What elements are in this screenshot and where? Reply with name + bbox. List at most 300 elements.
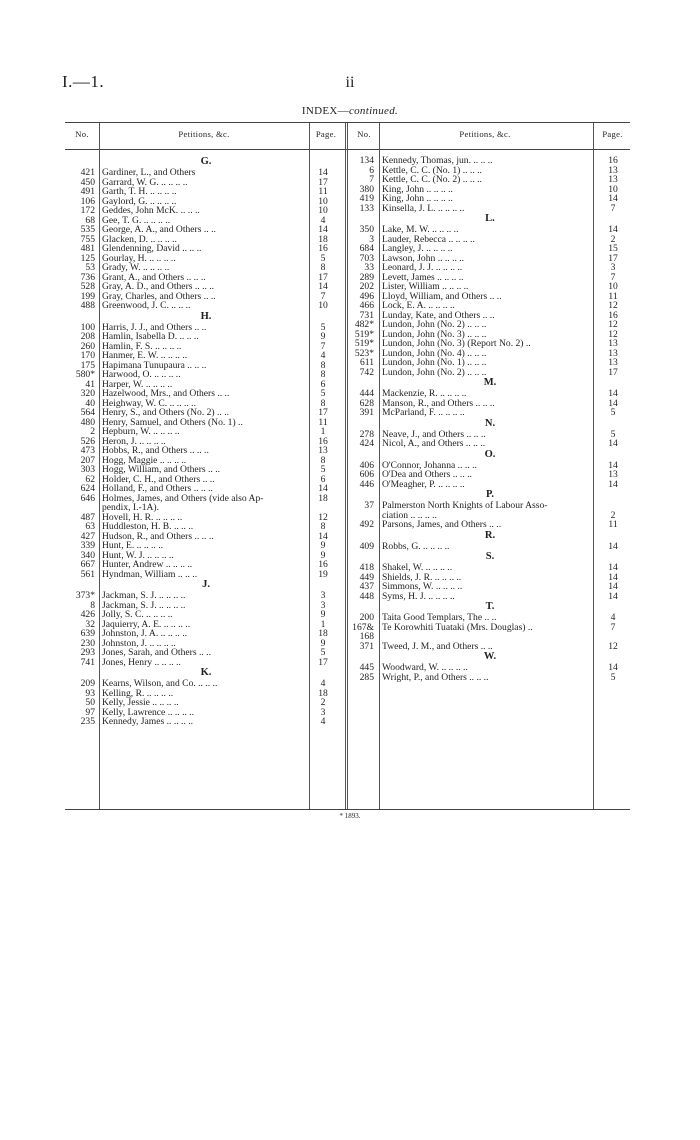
entry-page: 14 bbox=[318, 530, 328, 542]
entry-name: Shakel, W. .. .. .. .. bbox=[382, 563, 453, 573]
index-entry-row bbox=[350, 263, 630, 273]
index-entry-row bbox=[65, 648, 347, 658]
index-entry-row bbox=[65, 254, 347, 264]
index-entry-row bbox=[350, 320, 630, 330]
entry-page: 7 bbox=[320, 340, 326, 352]
entry-number: 449 bbox=[359, 571, 374, 583]
index-entry-row bbox=[65, 273, 347, 283]
entry-name: Greenwood, J. C. .. .. .. bbox=[102, 301, 191, 311]
entry-page: 13 bbox=[608, 357, 618, 368]
entry-page: 14 bbox=[608, 388, 618, 399]
entry-name: Hanmer, E. W. .. .. .. .. bbox=[102, 351, 188, 361]
entry-page: 9 bbox=[320, 331, 326, 342]
entry-number: 134 bbox=[359, 155, 374, 166]
entry-name: O'Connor, Johanna .. .. .. bbox=[382, 460, 477, 470]
entry-name: Hazelwood, Mrs., and Others .. .. bbox=[102, 389, 230, 399]
entry-number: 373* bbox=[75, 590, 95, 601]
entry-page: 3 bbox=[610, 262, 616, 273]
entry-name: Gourlay, H. .. .. .. .. bbox=[102, 253, 176, 263]
entry-page: 9 bbox=[320, 609, 326, 620]
entry-page: 10 bbox=[318, 195, 328, 207]
index-entry-row bbox=[350, 663, 630, 673]
index-entry-row bbox=[65, 418, 347, 428]
entry-number: 481 bbox=[80, 243, 95, 254]
entry-number: 2 bbox=[90, 426, 95, 437]
entry-name: Palmerston North Knights of Labour Asso- bbox=[382, 501, 548, 511]
entry-number: 606 bbox=[359, 469, 374, 480]
entry-name: Hyndman, William .. .. .. bbox=[102, 569, 198, 579]
entry-number: 427 bbox=[80, 530, 95, 542]
entry-page: 13 bbox=[608, 174, 618, 185]
entry-page: 7 bbox=[610, 202, 616, 214]
entry-number: 492 bbox=[359, 519, 374, 530]
index-entry-row bbox=[350, 292, 630, 302]
entry-page: 16 bbox=[608, 309, 618, 321]
entry-number: 303 bbox=[80, 464, 95, 475]
entry-page: 11 bbox=[318, 186, 328, 197]
entry-name: Holland, F., and Others .. .. .. bbox=[102, 484, 213, 494]
entry-number: 50 bbox=[85, 697, 95, 708]
entry-name: Jackman, S. J. .. .. .. .. bbox=[102, 591, 186, 601]
entry-name: Lundon, John (No. 3) .. .. .. bbox=[382, 329, 487, 339]
entry-number: 419 bbox=[359, 193, 374, 204]
entry-page: 17 bbox=[318, 176, 328, 188]
entry-name: Kelly, Jessie .. .. .. .. bbox=[102, 698, 179, 708]
index-entry-row bbox=[350, 282, 630, 292]
entry-number: 6 bbox=[369, 164, 374, 176]
entry-page: 14 bbox=[608, 571, 618, 583]
entry-name: Kettle, C. C. (No. 2) .. .. .. bbox=[382, 175, 482, 185]
index-entry-row bbox=[65, 551, 347, 561]
entry-page: 17 bbox=[608, 252, 618, 264]
index-entry-row bbox=[65, 323, 347, 333]
entry-name: Jackman, S. J. .. .. .. .. bbox=[102, 600, 186, 610]
entry-page: 9 bbox=[320, 637, 326, 649]
entry-number: 448 bbox=[359, 590, 374, 602]
entry-page: 7 bbox=[610, 271, 616, 283]
entry-page: 9 bbox=[320, 540, 326, 551]
entry-name: Shields, J. R. .. .. .. .. bbox=[382, 572, 462, 582]
index-entry-row bbox=[65, 197, 347, 207]
entry-name: Hudson, R., and Others .. .. .. bbox=[102, 531, 214, 541]
entry-name: Huddleston, H. B. .. .. .. bbox=[102, 522, 194, 532]
entry-number: 350 bbox=[359, 224, 374, 235]
entry-name: Wright, P., and Others .. .. .. bbox=[382, 672, 489, 682]
index-entry-row bbox=[350, 358, 630, 368]
index-entry-row bbox=[65, 620, 347, 630]
entry-number: 741 bbox=[80, 656, 95, 668]
entry-number: 580* bbox=[75, 369, 95, 380]
entry-number: 535 bbox=[80, 224, 95, 235]
index-entry-row bbox=[65, 522, 347, 532]
index-title-main: INDEX— bbox=[301, 105, 349, 117]
index-entry-row bbox=[350, 166, 630, 176]
entry-number: 731 bbox=[359, 309, 374, 321]
entry-name: Kelly, Lawrence .. .. .. .. bbox=[102, 707, 195, 717]
index-entry-row bbox=[65, 351, 347, 361]
entry-name: King, John .. .. .. .. bbox=[382, 184, 453, 194]
entry-name: Heighway, W. C. .. .. .. .. bbox=[102, 398, 196, 408]
index-entry-row bbox=[65, 494, 347, 504]
entry-number: 424 bbox=[359, 438, 374, 449]
entry-page: 10 bbox=[608, 281, 618, 292]
entry-page: 2 bbox=[610, 233, 616, 245]
entry-name: Robbs, G. .. .. .. .. bbox=[382, 541, 450, 551]
entry-name: Hovell, H. R. .. .. .. .. bbox=[102, 512, 183, 522]
entry-page: 3 bbox=[320, 706, 326, 718]
entry-number: 487 bbox=[80, 511, 95, 523]
index-entry-row bbox=[350, 592, 630, 602]
entry-page: 19 bbox=[318, 568, 328, 580]
entry-number: 33 bbox=[364, 262, 374, 273]
entry-page: 16 bbox=[608, 155, 618, 166]
entry-page: 14 bbox=[608, 662, 618, 673]
entry-name: Mackenzie, R. .. .. .. .. bbox=[382, 389, 467, 399]
entry-number: 200 bbox=[359, 612, 374, 623]
entry-number: 496 bbox=[359, 290, 374, 302]
section-letter-heading: S. bbox=[485, 551, 495, 562]
entry-name: Kennedy, Thomas, jun. .. .. .. bbox=[382, 156, 493, 166]
index-entry-row bbox=[350, 225, 630, 235]
entry-page: 14 bbox=[608, 193, 618, 204]
section-letter-heading: J. bbox=[202, 579, 210, 590]
entry-page: 10 bbox=[318, 205, 328, 216]
entry-page: 5 bbox=[320, 321, 326, 333]
index-entry-row bbox=[65, 658, 347, 668]
entry-page: 13 bbox=[318, 445, 328, 456]
entry-name: Kinsella, J. L. .. .. .. .. bbox=[382, 203, 465, 213]
entry-name: O'Meagher, P. .. .. .. .. bbox=[382, 479, 465, 489]
section-letter-heading: M. bbox=[483, 377, 497, 388]
entry-name: Langley, J. .. .. .. .. bbox=[382, 244, 453, 254]
entry-name: Hapimana Tunupaura .. .. .. bbox=[102, 360, 207, 370]
entry-number: 37 bbox=[364, 500, 374, 511]
index-entry-row bbox=[350, 349, 630, 359]
index-entry-row bbox=[65, 187, 347, 197]
index-entry-row bbox=[350, 573, 630, 583]
entry-name: Levett, James .. .. .. .. bbox=[382, 272, 464, 282]
entry-page: 14 bbox=[608, 540, 618, 552]
entry-name: Te Korowhiti Tuataki (Mrs. Douglas) .. bbox=[382, 622, 533, 632]
index-entry-row bbox=[350, 301, 630, 311]
entry-page: 14 bbox=[608, 224, 618, 235]
entry-page: 10 bbox=[318, 300, 328, 311]
entry-number: 340 bbox=[80, 549, 95, 561]
index-entry-row bbox=[350, 156, 630, 166]
entry-number: 285 bbox=[359, 671, 374, 683]
entry-name: Gray, A. D., and Others .. .. .. bbox=[102, 282, 215, 292]
entry-name: Kennedy, James .. .. .. .. bbox=[102, 717, 194, 727]
index-entry-row bbox=[65, 178, 347, 188]
entry-number: 523* bbox=[354, 347, 374, 359]
index-entry-row bbox=[65, 301, 347, 311]
entry-page: 4 bbox=[610, 612, 616, 623]
entry-number: 7 bbox=[369, 174, 374, 185]
entry-page: 5 bbox=[610, 428, 616, 440]
entry-number: 168 bbox=[359, 631, 374, 642]
entry-number: 406 bbox=[359, 459, 374, 471]
entry-name: Hunter, Andrew .. .. .. .. bbox=[102, 560, 193, 570]
entry-number: 646 bbox=[80, 492, 95, 504]
index-entry-row bbox=[350, 673, 630, 683]
entry-number: 53 bbox=[85, 262, 95, 273]
index-entry-row bbox=[65, 484, 347, 494]
index-entry-row bbox=[65, 361, 347, 371]
entry-number: 207 bbox=[80, 454, 95, 466]
entry-number: 446 bbox=[359, 478, 374, 490]
entry-number: 667 bbox=[80, 559, 95, 570]
entry-number: 68 bbox=[85, 214, 95, 226]
entry-name: Lundon, John (No. 2) .. .. .. bbox=[382, 320, 487, 330]
entry-page: 7 bbox=[610, 621, 616, 633]
entry-number: 421 bbox=[80, 167, 95, 178]
index-entry-row bbox=[65, 717, 347, 727]
entry-page: 3 bbox=[320, 590, 326, 601]
entry-number: 684 bbox=[359, 243, 374, 254]
entry-name: pendix, I.-1A). bbox=[102, 503, 160, 513]
index-entry-row bbox=[350, 408, 630, 418]
index-entry-row bbox=[65, 532, 347, 542]
entry-page: 16 bbox=[318, 243, 328, 254]
entry-page: 8 bbox=[320, 359, 326, 371]
index-entry-row bbox=[65, 216, 347, 226]
entry-number: 93 bbox=[85, 687, 95, 699]
entry-page: 8 bbox=[320, 397, 326, 409]
index-table bbox=[65, 122, 630, 810]
entry-name: Grady, W. .. .. .. .. bbox=[102, 263, 170, 273]
entry-number: 40 bbox=[85, 397, 95, 409]
index-entry-row bbox=[65, 399, 347, 409]
index-entry-row bbox=[65, 560, 347, 570]
entry-name: Henry, Samuel, and Others (No. 1) .. bbox=[102, 417, 243, 427]
index-entry-row bbox=[65, 168, 347, 178]
entry-name: Glendenning, David .. .. .. bbox=[102, 244, 202, 254]
entry-page: 3 bbox=[320, 599, 326, 611]
section-letter-heading: O. bbox=[484, 448, 496, 460]
section-letter-heading: R. bbox=[484, 529, 496, 541]
entry-name: Gray, Charles, and Others .. .. bbox=[102, 291, 216, 301]
entry-number: 519* bbox=[354, 328, 374, 340]
entry-page: 8 bbox=[320, 521, 326, 532]
entry-name: Tweed, J. M., and Others .. .. bbox=[382, 641, 493, 651]
entry-name: Henry, S., and Others (No. 2) .. .. bbox=[102, 408, 230, 418]
entry-name: Manson, R., and Others .. .. .. bbox=[382, 398, 495, 408]
entry-number: 320 bbox=[80, 388, 95, 399]
entry-page: 12 bbox=[608, 328, 618, 340]
section-letter-heading: G. bbox=[200, 156, 212, 167]
entry-name: ciation .. .. .. .. bbox=[382, 510, 437, 520]
entry-number: 526 bbox=[80, 435, 95, 447]
page-number: ii bbox=[345, 74, 355, 91]
entry-name: Parsons, James, and Others .. .. bbox=[382, 520, 502, 530]
entry-page: 2 bbox=[320, 697, 326, 708]
index-entry-row bbox=[350, 273, 630, 283]
entry-name: Geddes, John McK. .. .. .. bbox=[102, 206, 200, 216]
entry-number: 488 bbox=[80, 300, 95, 311]
entry-page: 13 bbox=[608, 347, 618, 359]
entry-name: Hunt, W. J. .. .. .. .. bbox=[102, 550, 174, 560]
entry-number: 278 bbox=[359, 428, 374, 440]
entry-number: 371 bbox=[359, 640, 374, 652]
entry-page: 6 bbox=[320, 378, 326, 390]
entry-number: 755 bbox=[80, 233, 95, 245]
entry-page: 18 bbox=[318, 492, 328, 504]
entry-name: Neave, J., and Others .. .. .. bbox=[382, 429, 486, 439]
index-entry-row bbox=[65, 570, 347, 580]
entry-number: 703 bbox=[359, 252, 374, 264]
entry-number: 106 bbox=[80, 195, 95, 207]
index-entry-row bbox=[65, 225, 347, 235]
entry-number: 736 bbox=[80, 271, 95, 283]
entry-name: King, John .. .. .. .. bbox=[382, 194, 453, 204]
entry-number: 63 bbox=[85, 521, 95, 532]
entry-number: 639 bbox=[80, 628, 95, 639]
entry-number: 624 bbox=[80, 483, 95, 494]
index-entry-row bbox=[350, 439, 630, 449]
index-entry-row bbox=[350, 389, 630, 399]
entry-page: 10 bbox=[608, 183, 618, 195]
entry-page: 18 bbox=[318, 233, 328, 245]
index-entry-row bbox=[65, 679, 347, 689]
index-entry-row bbox=[65, 639, 347, 649]
entry-page: 14 bbox=[608, 459, 618, 471]
document-reference: I.—1. bbox=[62, 72, 105, 91]
index-entry-row bbox=[65, 235, 347, 245]
index-entry-row bbox=[350, 520, 630, 530]
entry-number: 230 bbox=[80, 637, 95, 649]
entry-name: Gardiner, L., and Others bbox=[102, 168, 196, 178]
entry-name: Harper, W. .. .. .. .. bbox=[102, 379, 173, 389]
entry-page: 1 bbox=[320, 426, 326, 437]
entry-page: 6 bbox=[320, 473, 326, 485]
index-entry-row bbox=[350, 613, 630, 623]
entry-number: 3 bbox=[369, 233, 374, 245]
entry-number: 528 bbox=[80, 281, 95, 292]
entry-name: Hobbs, R., and Others .. .. .. bbox=[102, 446, 209, 456]
entry-page: 17 bbox=[318, 656, 328, 668]
entry-page: 15 bbox=[608, 243, 618, 254]
entry-name: Hamlin, Isabella D. .. .. .. bbox=[102, 332, 199, 342]
entry-name: George, A. A., and Others .. .. bbox=[102, 225, 216, 235]
entry-number: 409 bbox=[359, 540, 374, 552]
entry-name: Lawson, John .. .. .. .. bbox=[382, 253, 465, 263]
index-entry-row bbox=[350, 470, 630, 480]
index-entry-row bbox=[65, 332, 347, 342]
entry-number: 260 bbox=[80, 340, 95, 352]
entry-name: Leonard, J. J. .. .. .. .. bbox=[382, 263, 463, 273]
entry-name: Lundon, John (No. 1) .. .. .. bbox=[382, 358, 487, 368]
entry-name: Lunday, Kate, and Others .. .. bbox=[382, 310, 495, 320]
index-entry-row bbox=[350, 563, 630, 573]
entry-name: Taita Good Templars, The .. .. bbox=[382, 613, 497, 623]
entry-name: Woodward, W. .. .. .. .. bbox=[382, 663, 468, 673]
entry-page: 5 bbox=[320, 388, 326, 399]
entry-name: Garth, T. H. .. .. .. .. bbox=[102, 187, 177, 197]
entry-number: 473 bbox=[80, 445, 95, 456]
entry-number: 564 bbox=[80, 407, 95, 418]
column-header-page-right: Page. bbox=[602, 129, 623, 139]
entry-number: 482* bbox=[354, 319, 374, 330]
entry-page: 14 bbox=[608, 581, 618, 592]
column-header-page-left: Page. bbox=[315, 129, 337, 139]
entry-name: Jones, Sarah, and Others .. .. bbox=[102, 648, 211, 658]
index-entry-row bbox=[65, 206, 347, 216]
index-entry-row bbox=[350, 461, 630, 471]
entry-number: 742 bbox=[359, 366, 374, 378]
entry-page: 18 bbox=[318, 687, 328, 699]
entry-name: Jones, Henry .. .. .. .. bbox=[102, 657, 181, 667]
entry-name: Jolly, S. C. .. .. .. .. bbox=[102, 610, 173, 620]
entry-page: 14 bbox=[608, 590, 618, 602]
entry-name: Gaylord, G. .. .. .. .. bbox=[102, 196, 177, 206]
index-entry-row bbox=[350, 430, 630, 440]
entry-name: Gee, T. G. .. .. .. .. bbox=[102, 215, 171, 225]
index-entry-row bbox=[65, 282, 347, 292]
entry-number: 133 bbox=[359, 202, 374, 214]
entry-page: 11 bbox=[608, 290, 618, 302]
index-entry-row bbox=[350, 339, 630, 349]
entry-number: 561 bbox=[80, 568, 95, 580]
section-letter-heading: K. bbox=[200, 667, 212, 678]
entry-page: 14 bbox=[608, 562, 618, 573]
entry-name: Syms, H. J. .. .. .. .. bbox=[382, 591, 455, 601]
entry-name: Kelling, R. .. .. .. .. bbox=[102, 688, 174, 698]
entry-name: Holmes, James, and Others (vide also Ap- bbox=[102, 493, 264, 503]
entry-number: 202 bbox=[359, 281, 374, 292]
index-entry-row bbox=[65, 541, 347, 551]
entry-number: 8 bbox=[90, 599, 95, 611]
entry-page: 8 bbox=[320, 454, 326, 466]
entry-number: 125 bbox=[80, 252, 95, 264]
entry-number: 628 bbox=[359, 397, 374, 409]
entry-name: Hunt, E. .. .. .. .. bbox=[102, 541, 164, 551]
index-entry-row bbox=[350, 399, 630, 409]
entry-number: 450 bbox=[80, 176, 95, 188]
index-entry-row bbox=[350, 330, 630, 340]
entry-name: Kearns, Wilson, and Co. .. .. .. bbox=[102, 679, 218, 689]
entry-number: 62 bbox=[85, 473, 95, 485]
index-entry-row bbox=[65, 427, 347, 437]
entry-number: 235 bbox=[80, 716, 95, 727]
entry-name: Lock, E. A. .. .. .. .. bbox=[382, 301, 455, 311]
entry-name: Lister, William .. .. .. .. bbox=[382, 282, 469, 292]
section-letter-heading: N. bbox=[484, 417, 496, 429]
entry-number: 391 bbox=[359, 407, 374, 418]
entry-number: 491 bbox=[80, 186, 95, 197]
entry-name: Kettle, C. C. (No. 1) .. .. .. bbox=[382, 165, 482, 175]
entry-page: 12 bbox=[608, 319, 618, 330]
entry-page: 14 bbox=[608, 438, 618, 449]
column-header-no-right: No. bbox=[357, 129, 371, 139]
entry-name: Harris, J. J., and Others .. .. bbox=[102, 322, 207, 332]
index-column-right bbox=[350, 156, 630, 682]
entry-page: 4 bbox=[320, 214, 326, 226]
index-entry-row bbox=[65, 689, 347, 699]
entry-name: Johnston, J. A. .. .. .. .. bbox=[102, 629, 188, 639]
column-header-petitions-left: Petitions, &c. bbox=[178, 129, 230, 139]
index-entry-row bbox=[65, 513, 347, 523]
entry-page: 12 bbox=[318, 511, 328, 523]
entry-page: 5 bbox=[610, 671, 616, 683]
entry-page: 8 bbox=[320, 262, 326, 273]
entry-name: Hogg, William, and Others .. .. bbox=[102, 465, 221, 475]
entry-name: Grant, A., and Others .. .. .. bbox=[102, 272, 206, 282]
entry-page: 5 bbox=[320, 647, 326, 658]
index-entry-row bbox=[350, 501, 630, 511]
entry-page: 17 bbox=[318, 407, 328, 418]
entry-name: Simmons, W. .. .. .. .. bbox=[382, 582, 463, 592]
entry-name: Lundon, John (No. 4) .. .. .. bbox=[382, 348, 487, 358]
